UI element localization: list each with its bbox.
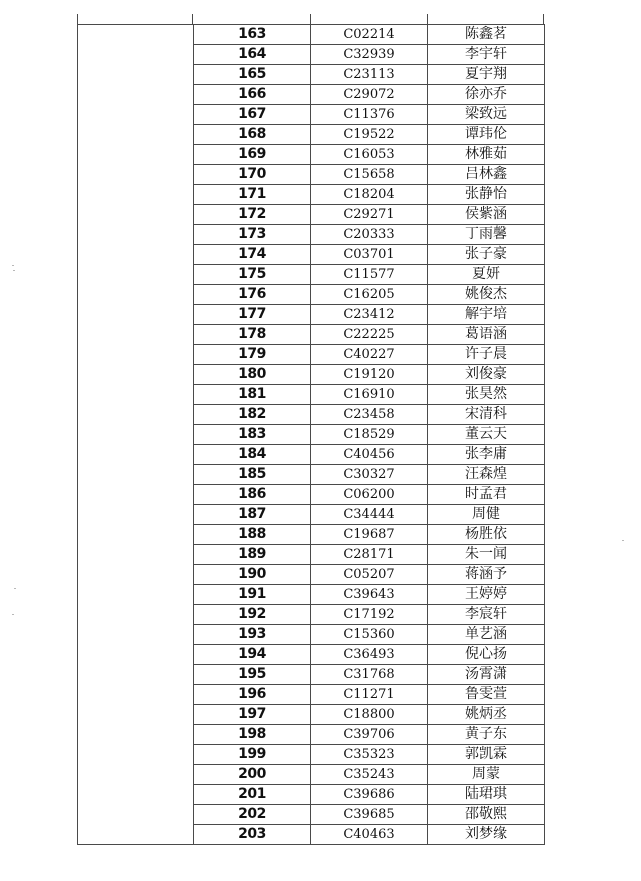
roster-table [77, 24, 545, 845]
name-cell: 张子豪 [428, 245, 545, 265]
seq-cell: 195 [194, 665, 311, 685]
seq-cell: 169 [194, 145, 311, 165]
code-cell: C16053 [311, 145, 428, 165]
seq-cell: 202 [194, 805, 311, 825]
code-cell: C29271 [311, 205, 428, 225]
name-cell: 侯紫涵 [428, 205, 545, 225]
code-cell: C19120 [311, 365, 428, 385]
seq-cell: 167 [194, 105, 311, 125]
code-cell: C15360 [311, 625, 428, 645]
code-cell: C18529 [311, 425, 428, 445]
seq-cell: 185 [194, 465, 311, 485]
seq-cell: 164 [194, 45, 311, 65]
code-cell: C22225 [311, 325, 428, 345]
code-cell: C30327 [311, 465, 428, 485]
seq-cell: 184 [194, 445, 311, 465]
name-cell: 夏宇翔 [428, 65, 545, 85]
seq-cell: 172 [194, 205, 311, 225]
name-cell: 吕林鑫 [428, 165, 545, 185]
seq-cell: 203 [194, 825, 311, 845]
code-cell: C02214 [311, 25, 428, 45]
name-cell: 姚俊杰 [428, 285, 545, 305]
name-cell: 黄子东 [428, 725, 545, 745]
code-cell: C16205 [311, 285, 428, 305]
name-cell: 刘俊豪 [428, 365, 545, 385]
roster-table-body [78, 25, 545, 845]
code-cell: C29072 [311, 85, 428, 105]
seq-cell: 174 [194, 245, 311, 265]
seq-cell: 170 [194, 165, 311, 185]
seq-cell: 183 [194, 425, 311, 445]
seq-cell: 166 [194, 85, 311, 105]
scan-speck [12, 614, 14, 615]
code-cell: C15658 [311, 165, 428, 185]
name-cell: 鲁雯萱 [428, 685, 545, 705]
code-cell: C19687 [311, 525, 428, 545]
name-cell: 王婷婷 [428, 585, 545, 605]
code-cell: C03701 [311, 245, 428, 265]
seq-cell: 180 [194, 365, 311, 385]
code-cell: C40463 [311, 825, 428, 845]
name-cell: 李宸轩 [428, 605, 545, 625]
name-cell: 张昊然 [428, 385, 545, 405]
name-cell: 丁雨馨 [428, 225, 545, 245]
name-cell: 周健 [428, 505, 545, 525]
code-cell: C40456 [311, 445, 428, 465]
name-cell: 单艺涵 [428, 625, 545, 645]
name-cell: 时孟君 [428, 485, 545, 505]
left-column-top-rule [77, 14, 193, 24]
scan-speck [12, 265, 14, 266]
code-cell: C36493 [311, 645, 428, 665]
code-cell: C35243 [311, 765, 428, 785]
seq-cell: 187 [194, 505, 311, 525]
code-cell: C23113 [311, 65, 428, 85]
seq-cell: 194 [194, 645, 311, 665]
seq-cell: 188 [194, 525, 311, 545]
seq-cell: 192 [194, 605, 311, 625]
seq-cell: 163 [194, 25, 311, 45]
code-cell: C20333 [311, 225, 428, 245]
name-cell: 郭凯霖 [428, 745, 545, 765]
code-cell: C39643 [311, 585, 428, 605]
name-cell: 倪心扬 [428, 645, 545, 665]
table-row [78, 25, 545, 45]
name-cell: 刘梦缘 [428, 825, 545, 845]
seq-cell: 197 [194, 705, 311, 725]
code-cell: C39685 [311, 805, 428, 825]
name-cell: 蒋涵予 [428, 565, 545, 585]
seq-cell: 200 [194, 765, 311, 785]
seq-cell: 165 [194, 65, 311, 85]
name-cell: 董云天 [428, 425, 545, 445]
code-cell: C11376 [311, 105, 428, 125]
code-cell: C34444 [311, 505, 428, 525]
name-cell: 邵敬熙 [428, 805, 545, 825]
code-cell: C18800 [311, 705, 428, 725]
code-cell: C18204 [311, 185, 428, 205]
code-cell: C39686 [311, 785, 428, 805]
seq-cell: 189 [194, 545, 311, 565]
code-cell: C16910 [311, 385, 428, 405]
code-cell: C11271 [311, 685, 428, 705]
name-cell: 李宇轩 [428, 45, 545, 65]
seq-cell: 178 [194, 325, 311, 345]
name-cell: 周蒙 [428, 765, 545, 785]
seq-cell: 171 [194, 185, 311, 205]
seq-cell: 179 [194, 345, 311, 365]
code-cell: C28171 [311, 545, 428, 565]
seq-cell: 181 [194, 385, 311, 405]
name-cell: 谭玮伦 [428, 125, 545, 145]
seq-cell: 193 [194, 625, 311, 645]
name-cell: 葛语涵 [428, 325, 545, 345]
code-cell: C40227 [311, 345, 428, 365]
blank-category-cell [78, 25, 194, 845]
code-cell: C05207 [311, 565, 428, 585]
seq-cell: 173 [194, 225, 311, 245]
name-cell: 陈鑫茗 [428, 25, 545, 45]
name-cell: 姚炳丞 [428, 705, 545, 725]
name-cell: 林雅茹 [428, 145, 545, 165]
name-cell: 张李庸 [428, 445, 545, 465]
seq-cell: 199 [194, 745, 311, 765]
seq-cell: 175 [194, 265, 311, 285]
name-cell: 张静怡 [428, 185, 545, 205]
name-cell: 宋清科 [428, 405, 545, 425]
name-cell: 汤霄潇 [428, 665, 545, 685]
code-cell: C23458 [311, 405, 428, 425]
code-cell: C35323 [311, 745, 428, 765]
code-cell: C31768 [311, 665, 428, 685]
seq-cell: 191 [194, 585, 311, 605]
seq-cell: 182 [194, 405, 311, 425]
name-cell: 陆珺琪 [428, 785, 545, 805]
name-cell: 夏妍 [428, 265, 545, 285]
name-cell: 杨胜依 [428, 525, 545, 545]
name-cell: 徐亦乔 [428, 85, 545, 105]
code-cell: C17192 [311, 605, 428, 625]
seq-cell: 190 [194, 565, 311, 585]
seq-cell: 176 [194, 285, 311, 305]
scan-speck [14, 588, 16, 589]
code-cell: C06200 [311, 485, 428, 505]
code-cell: C23412 [311, 305, 428, 325]
code-cell: C39706 [311, 725, 428, 745]
seq-cell: 186 [194, 485, 311, 505]
seq-cell: 168 [194, 125, 311, 145]
name-cell: 解宇培 [428, 305, 545, 325]
code-cell: C11577 [311, 265, 428, 285]
seq-cell: 196 [194, 685, 311, 705]
seq-cell: 201 [194, 785, 311, 805]
scan-speck [13, 270, 15, 271]
name-cell: 汪森煌 [428, 465, 545, 485]
seq-cell: 177 [194, 305, 311, 325]
name-cell: 梁致远 [428, 105, 545, 125]
name-cell: 朱一闻 [428, 545, 545, 565]
seq-cell: 198 [194, 725, 311, 745]
code-cell: C19522 [311, 125, 428, 145]
code-cell: C32939 [311, 45, 428, 65]
name-cell: 许子晨 [428, 345, 545, 365]
scan-speck [622, 540, 624, 541]
roster-sheet [77, 14, 544, 842]
table-top-rule [192, 14, 544, 24]
